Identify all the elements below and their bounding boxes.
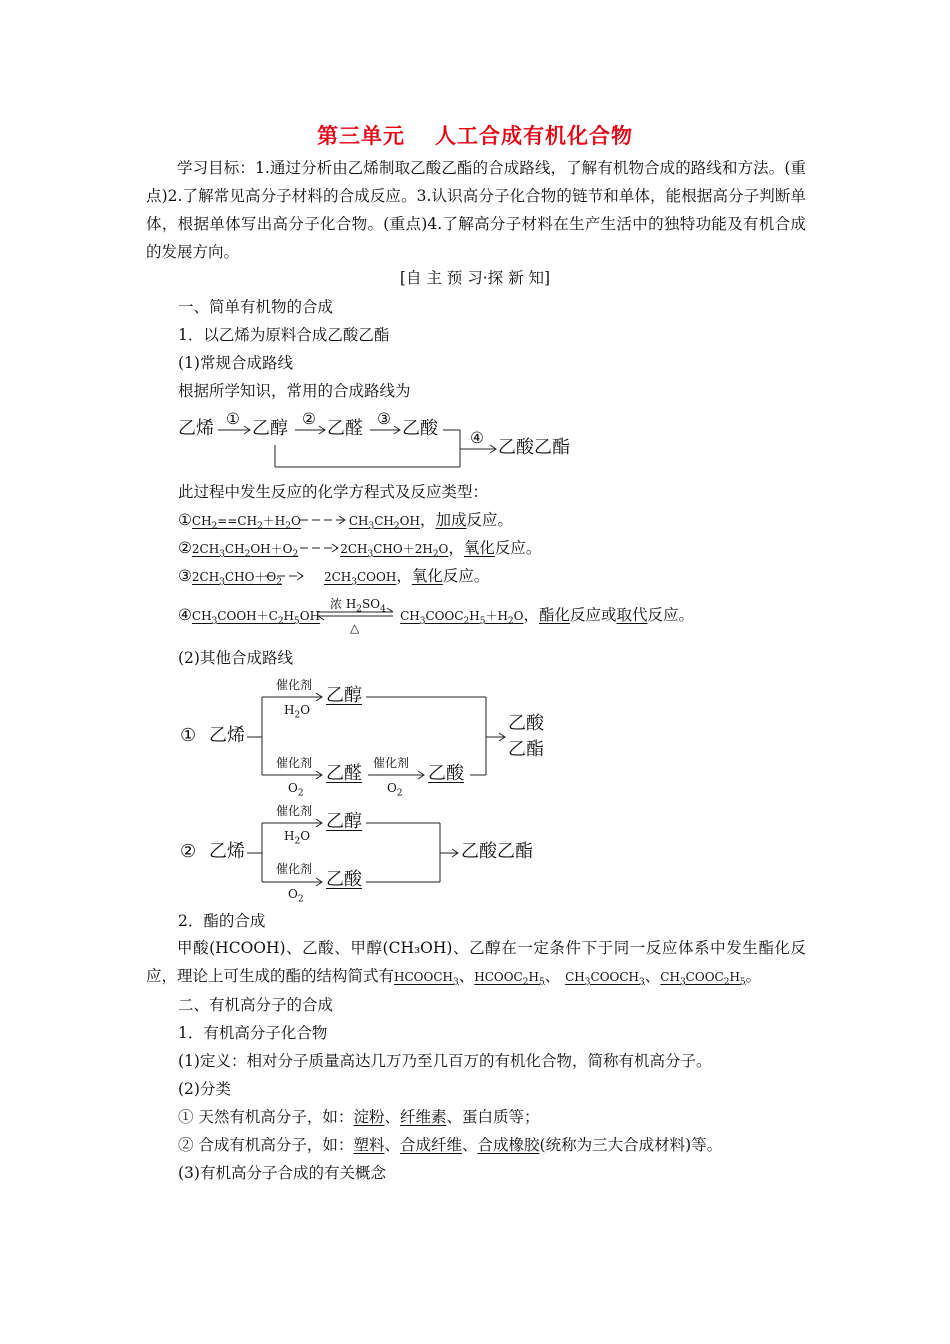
route2-acetaldehyde: 乙醛 <box>326 763 362 784</box>
route2-ethanol-d: 乙醇 <box>326 811 362 832</box>
route2-water-d: $H_2O$ <box>284 829 311 847</box>
route2-label-1: ① <box>180 725 197 746</box>
route-acetic-acid: 乙酸 <box>402 418 438 439</box>
route2-ester-line2: 乙酯 <box>508 739 544 760</box>
equation-4: $④CH_3COOH+C_2H_5OH$ $CH_3COOC_2H_5+H_2O$，酯化反应或取代反应。 <box>178 606 695 627</box>
route2-acetic-acid-e: 乙酸 <box>326 869 362 890</box>
polymer-classification: (2)分类 <box>178 1080 231 1098</box>
heading-polymer-synthesis: 二、有机高分子的合成 <box>178 996 334 1014</box>
ester-1: $HCOOCH_3$ <box>394 970 459 988</box>
equation-4-condition-top: 浓 $H_2SO_4$ <box>330 597 386 615</box>
heading-ethyl-acetate: 1．以乙烯为原料合成乙酸乙酯 <box>178 326 390 344</box>
natural-polymers: ① 天然有机高分子，如：淀粉、纤维素、蛋白质等； <box>178 1108 540 1126</box>
route2-ethylene-1: 乙烯 <box>209 725 245 746</box>
route2-catalyst-c: 催化剂 <box>373 756 410 770</box>
route2-oxygen-b: $O_2$ <box>288 781 304 799</box>
synthetic-polymers: ② 合成有机高分子，如：塑料、合成纤维、合成橡胶(统称为三大合成材料)等。 <box>178 1136 723 1154</box>
route2-catalyst-a: 催化剂 <box>276 678 313 692</box>
equation-3: $③2CH_3CHO+O_2$ $2CH_3COOH$，氧化反应。 <box>178 567 490 588</box>
route2-water-a: $H_2O$ <box>284 703 311 721</box>
route2-catalyst-e: 催化剂 <box>276 862 313 876</box>
route2-catalyst-d: 催化剂 <box>276 804 313 818</box>
equation-intro: 此过程中发生反应的化学方程式及反应类型： <box>178 483 489 501</box>
ester-paragraph: 甲酸(HCOOH)、乙酸、甲醇(CH₃OH)、乙醇在一定条件下于同一反应体系中发生酯化反应，理论上可生成的酯的结构简式有$HCOOCH_3$、$HCOOC_2H_5$、 $CH_3COOCH_3$、$CH_3COOC_2H_5$。 <box>146 939 806 988</box>
ester-4: $CH_3COOC_2H_5$ <box>660 970 746 988</box>
route-step-4: ④ <box>470 429 484 447</box>
route-step-3: ③ <box>377 410 391 428</box>
route-acetaldehyde: 乙醛 <box>327 418 363 439</box>
route-intro: 根据所学知识，常用的合成路线为 <box>178 382 411 400</box>
route-step-1: ① <box>226 410 240 428</box>
equation-2: $②2CH_3CH_2OH+O_2$ $2CH_3CHO+2H_2O$，氧化反应。 <box>178 539 542 560</box>
route2-label-2: ② <box>180 841 197 862</box>
route2-ethanol-a: 乙醇 <box>326 685 362 706</box>
learning-objectives: 学习目标：1.通过分析由乙烯制取乙酸乙酯的合成路线，了解有机物合成的路线和方法。(重点)2.了解常见高分子材料的合成反应。3.认识高分子化合物的链节和单体，能根据高分子判断单体，根据单体写出高分子化合物。(重点)4.了解高分子材料在生产生活中的独特功能及有机合成的发展方向。 <box>146 159 806 261</box>
route2-ethylene-2: 乙烯 <box>209 841 245 862</box>
polymer-definition: (1)定义：相对分子质量高达几万乃至几百万的有机化合物，简称有机高分子。 <box>178 1052 712 1070</box>
route2-acetic-acid-a: 乙酸 <box>428 763 464 784</box>
route2-ester: 乙酸乙酯 <box>461 841 533 862</box>
heading-other-routes: (2)其他合成路线 <box>178 649 293 667</box>
heading-simple-synthesis: 一、简单有机物的合成 <box>178 298 334 316</box>
ester-3: $CH_3COOCH_3$ <box>565 970 645 988</box>
route-step-2: ② <box>302 410 316 428</box>
heading-polymer-compounds: 1．有机高分子化合物 <box>178 1024 328 1042</box>
ester-2: $HCOOC_2H_5$ <box>474 970 545 988</box>
route-ethyl-acetate: 乙酸乙酯 <box>498 437 570 458</box>
equation-1: $①CH_2==CH_2+H_2O$ $CH_3CH_2OH$，加成反应。 <box>178 511 513 532</box>
equation-4-condition-bottom: △ <box>350 621 360 635</box>
route-ethanol: 乙醇 <box>252 418 288 439</box>
route2-catalyst-b: 催化剂 <box>276 756 313 770</box>
route2-oxygen-e: $O_2$ <box>288 887 304 905</box>
section-banner: [自 主 预 习·探 新 知] <box>399 269 551 287</box>
route2-oxygen-c: $O_2$ <box>387 781 403 799</box>
page-title: 第三单元 人工合成有机化合物 <box>317 124 633 148</box>
heading-conventional-route: (1)常规合成路线 <box>178 354 293 372</box>
polymer-concepts: (3)有机高分子合成的有关概念 <box>178 1164 386 1182</box>
route2-ester-line1: 乙酸 <box>508 713 544 734</box>
route-ethylene: 乙烯 <box>178 418 214 439</box>
heading-ester-synthesis: 2．酯的合成 <box>178 912 266 930</box>
